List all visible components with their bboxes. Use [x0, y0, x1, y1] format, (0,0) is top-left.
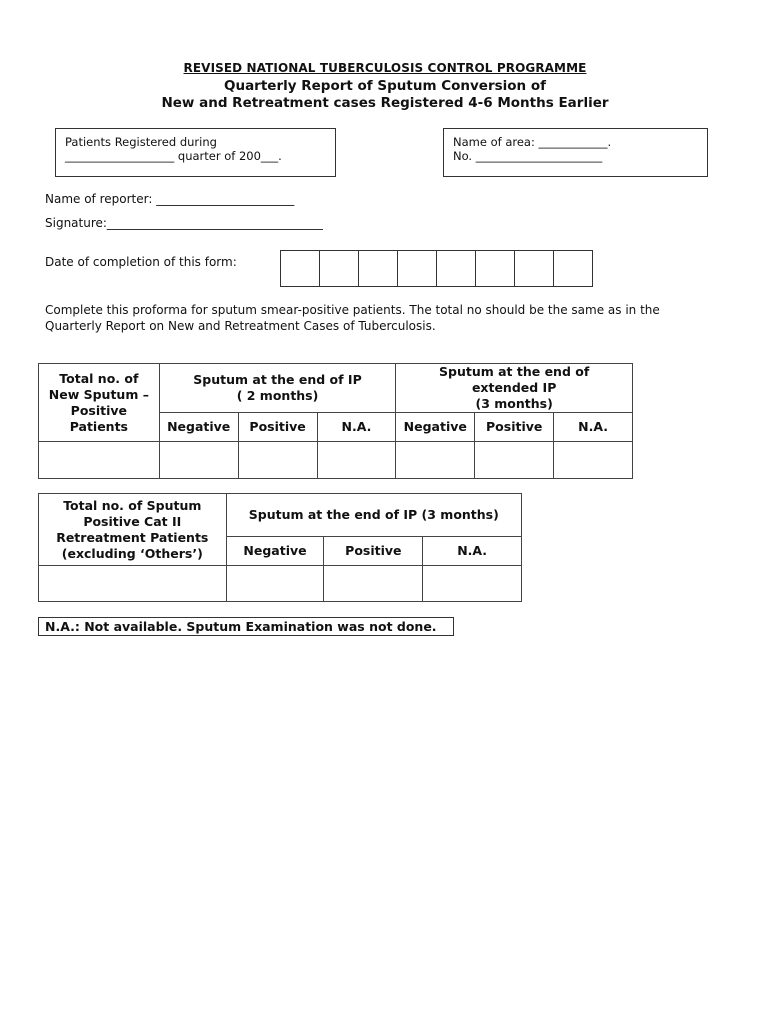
date-digit-box[interactable] — [359, 251, 398, 286]
instructions — [45, 302, 660, 334]
retreatment-table — [38, 493, 522, 602]
na-header: N.A. — [423, 537, 522, 566]
new-cases-table — [38, 363, 633, 479]
date-digit-box[interactable] — [398, 251, 437, 286]
registration-period-box — [55, 128, 336, 177]
ip-positive-cell[interactable] — [238, 442, 317, 479]
negative-header: Negative — [396, 413, 475, 442]
reporter-name-field[interactable]: Name of reporter: _______________________ — [45, 192, 295, 206]
na-header: N.A. — [317, 413, 396, 442]
completion-date-label: Date of completion of this form: — [45, 255, 237, 269]
date-digit-box[interactable] — [320, 251, 359, 286]
registration-quarter-field[interactable]: ___________________ quarter of 200___. — [65, 149, 282, 163]
date-digit-box[interactable] — [554, 251, 592, 286]
retreatment-na-cell[interactable] — [423, 566, 522, 602]
signature-field[interactable]: Signature:____________________________________ — [45, 216, 323, 230]
programme-heading: REVISED NATIONAL TUBERCULOSIS CONTROL PROGRAMME — [183, 61, 587, 75]
total-cat2-retreatment-header: Total no. of Sputum Positive Cat II Retreatment Patients (excluding ‘Others’) — [39, 494, 227, 566]
area-box — [443, 128, 708, 177]
sputum-end-extended-ip-header: Sputum at the end of extended IP (3 months) — [396, 364, 633, 413]
total-cat2-retreatment-cell[interactable] — [39, 566, 227, 602]
total-new-positive-cell[interactable] — [39, 442, 160, 479]
extended-ip-na-cell[interactable] — [554, 442, 633, 479]
extended-ip-positive-cell[interactable] — [475, 442, 554, 479]
positive-header: Positive — [238, 413, 317, 442]
retreatment-negative-cell[interactable] — [226, 566, 324, 602]
report-title-line-2: New and Retreatment cases Registered 4-6 Months Earlier — [161, 95, 609, 111]
na-header: N.A. — [554, 413, 633, 442]
report-title-line-1: Quarterly Report of Sputum Conversion of — [223, 78, 547, 94]
na-footnote: N.A.: Not available. Sputum Examination was not done. — [38, 617, 454, 636]
area-name-field[interactable]: Name of area: ____________. — [453, 135, 612, 149]
date-digit-box[interactable] — [437, 251, 476, 286]
retreatment-positive-cell[interactable] — [324, 566, 423, 602]
instructions-line-1: Complete this proforma for sputum smear-positive patients. The total no should be the same as in the — [45, 303, 660, 317]
date-digit-box[interactable] — [515, 251, 554, 286]
extended-ip-negative-cell[interactable] — [396, 442, 475, 479]
ip-na-cell[interactable] — [317, 442, 396, 479]
sputum-end-ip-3-months-header: Sputum at the end of IP (3 months) — [226, 494, 521, 537]
positive-header: Positive — [475, 413, 554, 442]
positive-header: Positive — [324, 537, 423, 566]
completion-date-boxes[interactable] — [280, 250, 593, 287]
ip-negative-cell[interactable] — [159, 442, 238, 479]
date-digit-box[interactable] — [476, 251, 515, 286]
instructions-line-2: Quarterly Report on New and Retreatment Cases of Tuberculosis. — [45, 319, 436, 333]
negative-header: Negative — [226, 537, 324, 566]
area-number-field[interactable]: No. ______________________ — [453, 149, 603, 163]
total-new-positive-header: Total no. of New Sputum – Positive Patients — [39, 364, 160, 442]
date-digit-box[interactable] — [281, 251, 320, 286]
sputum-end-ip-2-months-header: Sputum at the end of IP ( 2 months) — [159, 364, 396, 413]
negative-header: Negative — [159, 413, 238, 442]
registration-period-label: Patients Registered during — [65, 135, 217, 149]
